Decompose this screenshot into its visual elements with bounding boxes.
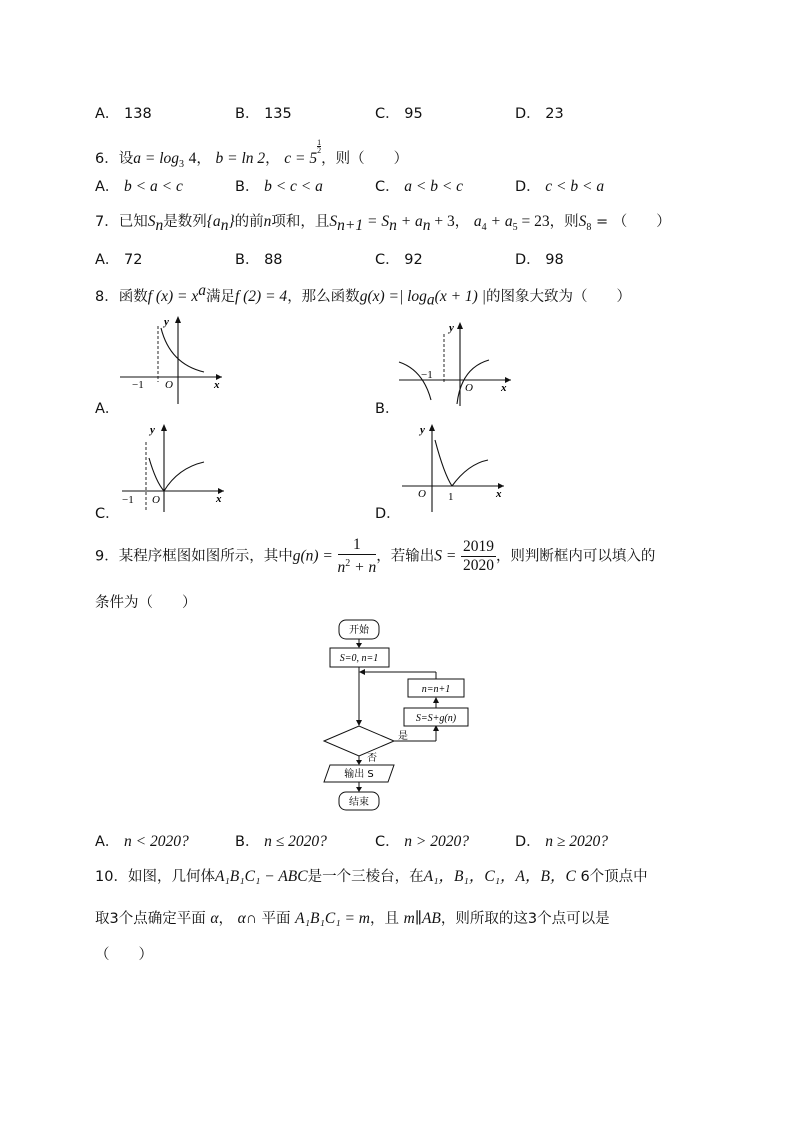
curve-right (457, 360, 489, 404)
origin-label: O (418, 488, 426, 500)
x-label: x (496, 488, 502, 500)
q9-option-d[interactable]: D． n ≥ 2020? (515, 833, 609, 850)
start-label: 开始 (349, 625, 369, 636)
q9-stem: 9．某程序框图如图所示，其中g(n) = $\frac{1}{n^2 + n}$ ，若输出S = $\frac{2019}{2020}$ ，则判断框内可以填入的 (95, 536, 656, 576)
origin-label: O (165, 379, 173, 391)
origin-label: O (465, 382, 473, 394)
y-axis-arrow-icon (457, 322, 463, 329)
q9-fraction-g: $\frac{1}{n^2 + n}$ (337, 536, 377, 576)
arrow-icon (356, 760, 362, 765)
q6-option-b[interactable]: B． b < c < a (235, 178, 323, 195)
q5-option-d[interactable]: D． 23 (515, 106, 564, 122)
q8-graph-a (118, 312, 228, 408)
q8-graph-b (397, 318, 517, 410)
yes-label: 是 (398, 731, 408, 742)
q5-option-b[interactable]: B． 135 (235, 106, 292, 122)
init-label: S=0, n=1 (339, 653, 379, 664)
x-label: x (214, 379, 220, 391)
curve-left (149, 458, 164, 491)
x-label: x (216, 493, 222, 505)
q7-option-a[interactable]: A． 72 (95, 252, 143, 268)
q5-option-c[interactable]: C． 95 (375, 106, 423, 122)
neg-one-label: −1 (421, 369, 433, 381)
y-label: y (150, 424, 155, 436)
q8-option-b[interactable]: B． (375, 401, 400, 417)
arrow-icon (356, 787, 362, 792)
q7-stem: 7．已知$S_n$是数列$\{a_n\}$的前n项和，且$S_{n+1} = S_n + a_n + 3$， $a_4 + a_5 = 23$，则$S_8$ = （ ） (95, 213, 671, 234)
decision-diamond (324, 726, 394, 756)
y-label: y (164, 316, 169, 328)
q7-option-b[interactable]: B． 88 (235, 252, 283, 268)
q8-option-c[interactable]: C． (95, 506, 120, 522)
q9-fraction-s: $\frac{2019}{2020}$ (462, 537, 494, 574)
accum-label: S=S+g(n) (415, 713, 457, 724)
q8-stem: 8．函数f $(x) = x^a$满足f (2) = 4，那么函数g(x) =| $\log_a(x + 1)$ |的图象大致为（ ） (95, 282, 631, 309)
q10-stem-line1: 10．如图，几何体A₁B₁C₁ − ABC是一个三棱台，在A₁，B₁，C₁，A，B，C 6个顶点中 (95, 868, 648, 885)
curve (161, 328, 204, 372)
x-label: x (501, 382, 507, 394)
q6-stem: 6．设$a = \log_3 4$， b = ln 2， c = 5 $\frac{1}{2}$ ，则（ ） (95, 138, 409, 170)
q8-graph-d (400, 420, 512, 514)
q8-graph-c (120, 420, 230, 514)
curve-right (164, 462, 204, 491)
one-label: 1 (448, 491, 454, 503)
no-label: 否 (367, 753, 377, 764)
origin-label: O (152, 494, 160, 506)
q9-option-a[interactable]: A． n < 2020? (95, 833, 189, 850)
y-label: y (420, 424, 425, 436)
arrow-icon (433, 697, 439, 703)
q7-option-d[interactable]: D． 98 (515, 252, 564, 268)
q9-flowchart (320, 616, 480, 816)
y-axis-arrow-icon (429, 424, 435, 431)
q10-stem-line2: 取3个点确定平面 α， α∩ 平面 A₁B₁C₁ = m，且 m∥AB，则所取的这3个点可以是 (95, 910, 610, 927)
inc-label: n=n+1 (421, 684, 451, 695)
output-label: 输出 S (344, 769, 374, 780)
q6-option-d[interactable]: D． c < b < a (515, 178, 605, 195)
q9-option-b[interactable]: B． n ≤ 2020? (235, 833, 327, 850)
q7-option-c[interactable]: C． 92 (375, 252, 423, 268)
arrow-icon (356, 720, 362, 726)
neg-one-label: −1 (132, 379, 144, 391)
q8-option-d[interactable]: D． (375, 506, 401, 522)
curve-left (399, 362, 431, 400)
y-axis-arrow-icon (175, 316, 181, 323)
q10-stem-line3: （ ） (95, 947, 153, 963)
y-axis-arrow-icon (161, 424, 167, 431)
q6-option-a[interactable]: A． b < a < c (95, 178, 183, 195)
arrow-icon (359, 669, 365, 675)
q9-option-c[interactable]: C． n > 2020? (375, 833, 469, 850)
curve-left (435, 440, 452, 486)
q6-option-c[interactable]: C． a < b < c (375, 178, 464, 195)
end-label: 结束 (349, 797, 369, 808)
neg-one-label: −1 (122, 494, 134, 506)
arrow-icon (356, 643, 362, 648)
curve-right (452, 460, 488, 486)
q9-stem-line2: 条件为（ ） (95, 595, 197, 611)
q8-option-a[interactable]: A． (95, 401, 120, 417)
y-label: y (449, 322, 454, 334)
q5-option-a[interactable]: A． 138 (95, 106, 152, 122)
